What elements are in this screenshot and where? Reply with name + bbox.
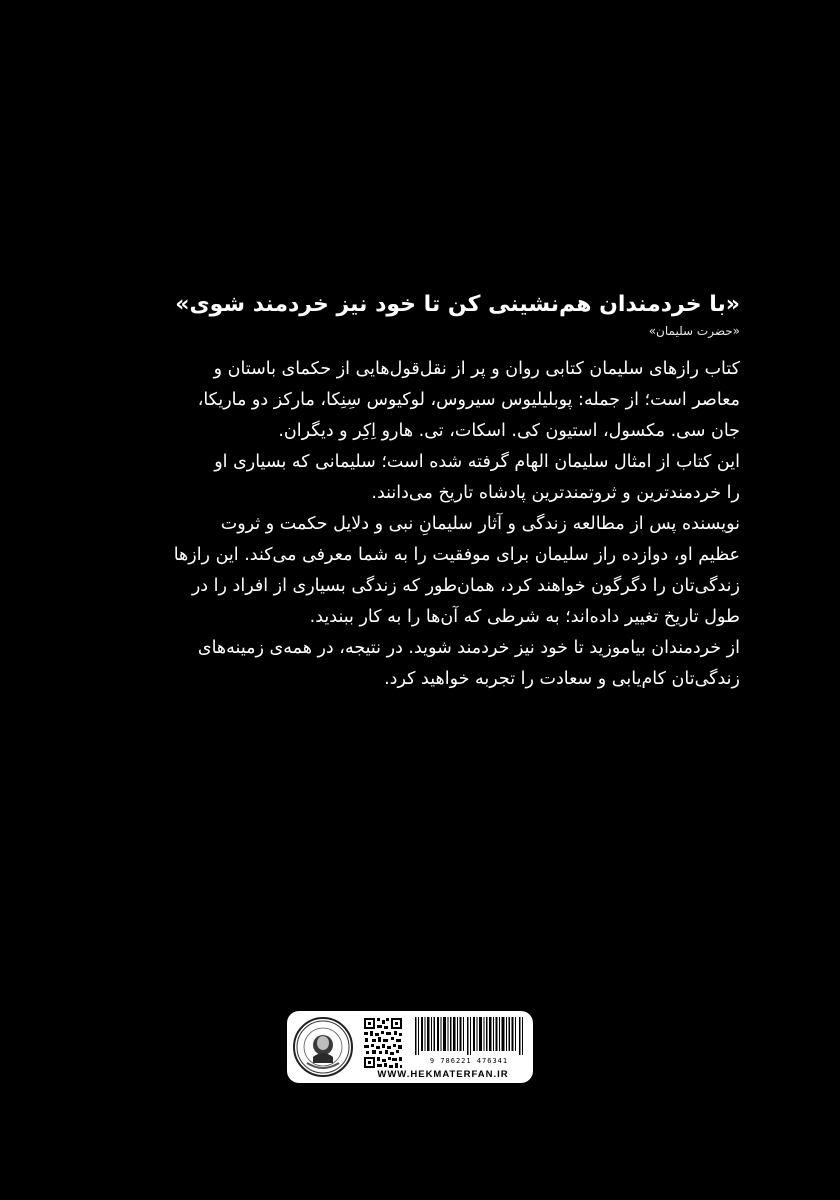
publisher-website[interactable]: WWW.HEKMATERFAN.IR xyxy=(377,1069,509,1080)
body-line: زندگی‌تان کام‌یابی و سعادت را تجربه خواهید کرد. xyxy=(384,669,740,689)
body-text xyxy=(100,354,740,695)
body-line: از خردمندان بیاموزید تا خود نیز خردمند شوید. در نتیجه، در همه‌ی زمینه‌های xyxy=(197,638,740,658)
body-line: جان سی. مکسول، استیون کی. اسکات، تی. هارو اِکِر و دیگران. xyxy=(278,421,740,441)
body-line: نویسنده پس از مطالعه زندگی و آثار سلیمانِ نبی و دلایل حکمت و ثروت xyxy=(220,514,740,534)
isbn-number: 9 786221 476341 xyxy=(429,1057,509,1065)
publisher-logo-icon xyxy=(293,1017,353,1077)
body-line: این کتاب از امثال سلیمان الهام گرفته شده است؛ سلیمانی که بسیاری او xyxy=(214,452,740,472)
body-line: طول تاریخ تغییر داده‌اند؛ به شرطی که آن‌ها را به کار ببندید. xyxy=(309,607,740,627)
blurb xyxy=(100,288,740,695)
quote-attribution: «حضرت سلیمان» xyxy=(648,324,740,338)
body-line: کتاب رازهای سلیمان کتابی روان و پر از نقل‌قول‌هایی از حکمای باستان و xyxy=(213,359,740,379)
quote-heading: «با خردمندان هم‌نشینی کن تا خود نیز خردمند شوی» xyxy=(175,292,740,317)
body-line: را خردمندترین و ثروتمندترین پادشاه تاریخ می‌دانند. xyxy=(371,483,740,503)
qr-code-icon xyxy=(363,1017,403,1069)
body-line: عظیم او، دوازده راز سلیمان برای موفقیت را به شما معرفی می‌کند. این رازها xyxy=(173,545,740,565)
publisher-badge xyxy=(287,1011,533,1083)
barcode-icon xyxy=(413,1017,525,1055)
body-line: معاصر است؛ از جمله: پوبلیلیوس سیروس، لوکیوس سِنِکا، مارکز دو ماریکا، xyxy=(197,390,740,410)
body-line: زندگی‌تان را دگرگون خواهند کرد، همان‌طور که زندگی بسیاری از افراد را در xyxy=(191,576,740,596)
